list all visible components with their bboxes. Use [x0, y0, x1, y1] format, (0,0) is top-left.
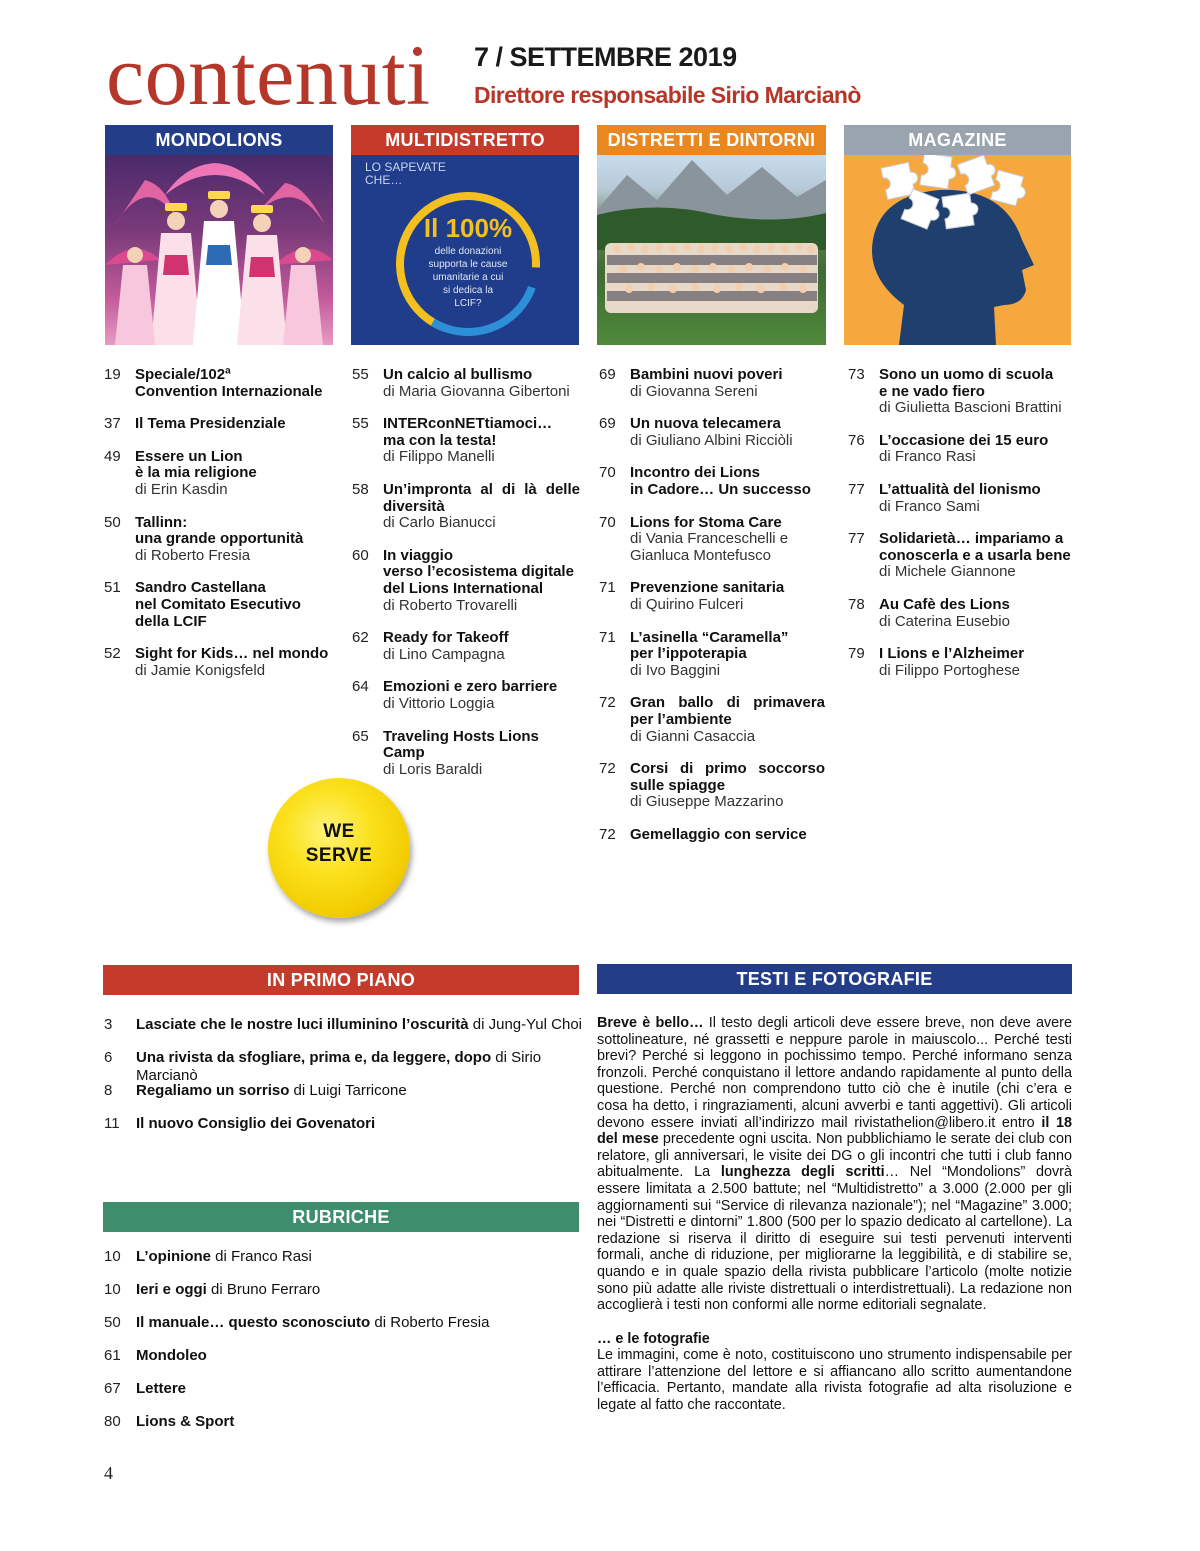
toc-title-line: INTERconNETtiamoci… — [383, 415, 553, 433]
toc-title-line: Emozioni e zero barriere — [383, 678, 558, 696]
toc-title-line: Lions for Stoma Care — [630, 513, 782, 531]
toc-page-number: 76 — [848, 431, 865, 449]
toc-page-number: 55 — [352, 366, 369, 383]
toc-page-number: 69 — [599, 415, 616, 433]
toc-page-number: 72 — [599, 760, 616, 778]
toc-page-number: 78 — [848, 595, 865, 613]
list-title: L’opinione — [136, 1248, 211, 1265]
toc-entry[interactable] — [352, 367, 580, 400]
lcif-caption-line: delle donazioni — [434, 246, 502, 257]
toc-page-number: 77 — [848, 530, 865, 548]
puzzle-head-graphic[interactable] — [844, 155, 1071, 345]
toc-entry[interactable] — [104, 367, 334, 400]
toc-entry[interactable] — [848, 646, 1074, 679]
toc-entry[interactable] — [599, 630, 825, 680]
notes-subheading: … e le fotografie — [597, 1330, 710, 1347]
toc-entry[interactable] — [848, 531, 1074, 581]
toc-entry[interactable] — [104, 646, 334, 679]
toc-title-line: Corsi di primo soccorso — [630, 760, 825, 778]
toc-page-number: 70 — [599, 513, 616, 531]
list-item[interactable] — [104, 1115, 584, 1148]
toc-author: di Gianni Casaccia — [630, 727, 756, 745]
lcif-big-number: Il 100% — [423, 213, 513, 243]
notes-bold-run: lunghezza degli scritti — [720, 1164, 885, 1181]
toc-title-line: L’asinella “Caramella” — [630, 628, 789, 646]
column-header-multidistretto[interactable]: MULTIDISTRETTO — [351, 125, 579, 155]
list-item[interactable] — [104, 1347, 584, 1380]
list-title: Lettere — [136, 1380, 187, 1397]
toc-author: di Lino Campagna — [383, 645, 505, 663]
editorial-notes — [597, 1015, 1072, 1414]
toc-entry[interactable] — [599, 761, 825, 811]
notes-paragraph-text — [597, 1015, 1072, 1314]
notes-bold-run: Breve è bello… — [597, 1015, 704, 1031]
toc-title-line: della LCIF — [135, 612, 207, 630]
list-author: di Franco Rasi — [215, 1248, 312, 1265]
toc-author: di Roberto Fresia — [135, 546, 251, 564]
toc-page-number: 72 — [599, 694, 616, 712]
badge-line: WE — [323, 821, 355, 842]
toc-page-number: 55 — [352, 415, 369, 433]
toc-entry[interactable] — [352, 482, 580, 532]
list-title: Lasciate che le nostre luci illuminino l’oscurità — [136, 1016, 469, 1033]
toc-title-line: conoscerla e a usarla bene — [879, 546, 1071, 564]
toc-entry[interactable] — [352, 548, 580, 614]
toc-title-line: Traveling Hosts Lions Camp — [383, 727, 539, 762]
column-header-magazine[interactable]: MAGAZINE — [844, 125, 1071, 155]
list-title: Regaliamo un sorriso — [136, 1082, 290, 1099]
list-item[interactable] — [104, 1314, 584, 1347]
list-page-number: 67 — [104, 1380, 121, 1397]
toc-entry[interactable] — [599, 827, 825, 844]
lcif-ring-graphic[interactable] — [351, 155, 579, 345]
toc-entry[interactable] — [599, 515, 825, 565]
toc-title-line: Speciale/102ª — [135, 366, 231, 383]
toc-author: di Michele Giannone — [879, 563, 1016, 581]
list-author: di Jung-Yul Choi — [472, 1016, 582, 1033]
list-item[interactable] — [104, 1281, 584, 1314]
list-item[interactable] — [104, 1082, 584, 1115]
toc-page-number: 62 — [352, 629, 369, 647]
column-header-mondolions[interactable]: MONDOLIONS — [105, 125, 333, 155]
toc-page-number: 60 — [352, 546, 369, 564]
toc-page-number: 65 — [352, 727, 369, 745]
toc-title-line: Un calcio al bullismo — [383, 366, 533, 383]
toc-page-number: 64 — [352, 678, 369, 696]
lcif-caption-line: supporta le cause — [428, 259, 508, 270]
toc-title-line: verso l’ecosistema digitale — [383, 563, 574, 581]
toc-title-line: Sandro Castellana — [135, 579, 266, 597]
toc-author: di Quirino Fulceri — [630, 595, 744, 613]
group-photo[interactable] — [597, 155, 826, 345]
toc-entry[interactable] — [352, 679, 580, 712]
toc-entry[interactable] — [352, 416, 580, 466]
toc-page-number: 69 — [599, 366, 616, 383]
toc-page-number: 37 — [104, 415, 121, 433]
toc-author: di Vania Franceschelli e Gianluca Montefusco — [630, 530, 789, 564]
toc-title-line: del Lions International — [383, 579, 544, 597]
toc-title-line: e ne vado fiero — [879, 382, 985, 400]
toc-title-line: Prevenzione sanitaria — [630, 579, 785, 597]
toc-author: di Roberto Trovarelli — [383, 596, 518, 614]
list-page-number: 11 — [104, 1115, 120, 1132]
toc-entry[interactable] — [848, 597, 1074, 630]
lcif-caption-line: LCIF? — [454, 298, 482, 309]
toc-title-line: per l’ambiente — [630, 710, 732, 728]
toc-entry[interactable] — [848, 433, 1074, 466]
column-header-distretti[interactable]: DISTRETTI E DINTORNI — [597, 125, 826, 155]
list-title: Ieri e oggi — [136, 1281, 207, 1298]
lcif-caption — [389, 245, 547, 310]
notes-paragraph-photos: Le immagini, come è noto, costituiscono uno strumento indispensabile per attirare l’attenzione del lettore e si affiancano allo scritto aumentandone l’efficacia. Pertanto, mandate alla rivista fotografie ad alta risoluzione e legate al fatto che raccontate. — [597, 1347, 1072, 1414]
list-page-number: 80 — [104, 1413, 121, 1430]
section-header-testi: TESTI E FOTOGRAFIE — [597, 964, 1072, 994]
toc-entry[interactable] — [104, 515, 334, 565]
toc-author: di Erin Kasdin — [135, 480, 228, 498]
toc-title-line: Tallinn: — [135, 513, 188, 531]
toc-title-line: è la mia religione — [135, 464, 257, 482]
toc-author: di Giuseppe Mazzarino — [630, 793, 784, 811]
toc-page-number: 73 — [848, 366, 865, 383]
toc-column-mondolions — [104, 367, 334, 695]
lcif-kicker — [365, 161, 446, 187]
toc-title-line: Incontro dei Lions — [630, 464, 760, 482]
list-item[interactable] — [104, 1413, 584, 1446]
list-title: Lions & Sport — [136, 1413, 235, 1430]
toc-entry[interactable] — [352, 729, 580, 779]
toc-entry[interactable] — [848, 482, 1074, 515]
toc-page-number: 49 — [104, 447, 121, 465]
toc-entry[interactable] — [104, 416, 334, 433]
toc-title-line: Gemellaggio con service — [630, 825, 807, 843]
we-serve-badge — [268, 778, 410, 918]
toc-entry[interactable] — [848, 367, 1074, 417]
notes-run: … Nel “Mondolions” dovrà essere limitata a 2.500 battute; nel “Multidistretto” a 3.000 (2.000 per gli aggiornamenti sui “Service di rilevanza nazionale”); nel “Magazine” 3.000; nei “Distretti e dintorni” 1.800 (500 per lo spazio dedicato al cartellone). La redazione si riserva il diritto di eseguire sui testi pervenuti interventi formali, anche di riduzione, per migliorarne la leggibilità, e di stabilire se, quando e in quale spazio della rivista pubblicare l’articolo (molte notizie sono più adatte alle riviste distrettuali o interdistrettuali). La redazione non accoglierà i testi non conformi alle norme editoriali segnalate. — [597, 1164, 1072, 1314]
toc-column-distretti — [599, 367, 825, 859]
toc-entry[interactable] — [104, 449, 334, 499]
notes-run: Il testo degli articoli deve essere breve, non deve avere sottolineature, né grassetti e neppure parole in maiuscolo... Perché testi brevi? Perché si leggono in pochissimo tempo. Perché informano senza fronzoli. Perché conquistano il lettore andando rapidamente al punto della questione. Perché non comprendono tutto ciò che è inutile (chi c’era e cosa ha detto, i ringraziamenti, alcuni avverbi e tanti aggettivi). Gli articoli devono essere inviati all’indirizzo mail rivistathelion@libero.it entro — [597, 1015, 1072, 1131]
toc-column-multidistretto — [352, 367, 580, 794]
toc-author: di Franco Rasi — [879, 448, 976, 466]
toc-page-number: 79 — [848, 645, 865, 663]
list-author: di Bruno Ferraro — [211, 1281, 321, 1298]
toc-title-line: Convention Internazionale — [135, 382, 323, 400]
list-author: di Roberto Fresia — [374, 1314, 490, 1331]
list-item[interactable] — [104, 1049, 584, 1082]
toc-author: di Maria Giovanna Gibertoni — [383, 382, 570, 400]
lcif-caption-line: si dedica la — [442, 285, 494, 296]
toc-entry[interactable] — [599, 367, 825, 400]
toc-page-number: 72 — [599, 825, 616, 843]
toc-title-line: Solidarietà… impariamo a — [879, 530, 1064, 548]
toc-title-line: una grande opportunità — [135, 530, 304, 548]
toc-title-line: sulle spiagge — [630, 776, 726, 794]
list-page-number: 10 — [104, 1281, 121, 1298]
head-silhouette-icon — [844, 155, 1071, 345]
dancers-photo[interactable] — [105, 155, 333, 345]
list-author: di Luigi Tarricone — [293, 1082, 407, 1099]
issue-label: 7 / SETTEMBRE 2019 — [474, 42, 737, 72]
toc-title-line: Un’impronta al di là delle — [383, 480, 580, 498]
page-number: 4 — [104, 1463, 113, 1483]
toc-title-line: per l’ippoterapia — [630, 645, 747, 663]
list-page-number: 8 — [104, 1082, 113, 1099]
toc-page-number: 70 — [599, 464, 616, 482]
toc-title-line: Au Cafè des Lions — [879, 595, 1010, 613]
toc-title-line: Il Tema Presidenziale — [135, 415, 286, 433]
toc-title-line: in Cadore… Un successo — [630, 480, 811, 498]
toc-title-line: diversità — [383, 497, 445, 515]
toc-author: di Ivo Baggini — [630, 661, 721, 679]
toc-page-number: 50 — [104, 513, 121, 531]
section-header-rubriche: RUBRICHE — [103, 1202, 579, 1232]
toc-title-line: Bambini nuovi poveri — [630, 366, 783, 383]
toc-author: di Carlo Bianucci — [383, 514, 496, 532]
toc-title-line: nel Comitato Esecutivo — [135, 595, 301, 613]
rubriche-list — [104, 1248, 584, 1446]
section-header-primo-piano: IN PRIMO PIANO — [103, 965, 579, 995]
toc-entry[interactable] — [599, 695, 825, 745]
toc-title-line: In viaggio — [383, 546, 454, 564]
list-item[interactable] — [104, 1016, 584, 1049]
lcif-kicker-line: CHE… — [365, 173, 403, 187]
badge-line: SERVE — [305, 845, 373, 866]
toc-author: di Giulietta Bascioni Brattini — [879, 399, 1062, 417]
toc-page-number: 77 — [848, 480, 865, 498]
toc-title-line: Sight for Kids… nel mondo — [135, 645, 329, 663]
toc-author: di Giuliano Albini Ricciòli — [630, 431, 793, 449]
notes-bold-run: il 18 del mese — [597, 1114, 1072, 1148]
list-item[interactable] — [104, 1248, 584, 1281]
toc-title-line: L’attualità del lionismo — [879, 480, 1041, 498]
toc-author: di Jamie Konigsfeld — [135, 661, 266, 679]
toc-title-line: L’occasione dei 15 euro — [879, 431, 1049, 449]
toc-author: di Caterina Eusebio — [879, 612, 1010, 630]
toc-page-number: 19 — [104, 366, 121, 383]
list-page-number: 61 — [104, 1347, 121, 1364]
toc-author: di Loris Baraldi — [383, 760, 483, 778]
toc-entry[interactable] — [352, 630, 580, 663]
list-page-number: 3 — [104, 1016, 113, 1033]
masthead-title: contenuti — [106, 27, 431, 123]
list-page-number: 50 — [104, 1314, 121, 1331]
toc-title-line: Essere un Lion — [135, 447, 243, 465]
list-title: Mondoleo — [136, 1347, 207, 1364]
list-author: di Sirio Marcianò — [136, 1049, 542, 1084]
primo-piano-list — [104, 1016, 584, 1148]
toc-author: di Franco Sami — [879, 497, 980, 515]
toc-author: di Filippo Portoghese — [879, 661, 1020, 679]
lcif-kicker-line: LO SAPEVATE — [365, 160, 446, 174]
list-title: Una rivista da sfogliare, prima e, da leggere, dopo — [136, 1049, 492, 1066]
toc-entry[interactable] — [104, 580, 334, 630]
toc-title-line: Sono un uomo di scuola — [879, 366, 1054, 383]
toc-entry[interactable] — [599, 580, 825, 613]
toc-author: di Giovanna Sereni — [630, 382, 758, 400]
list-title: Il nuovo Consiglio dei Govenatori — [136, 1115, 376, 1132]
list-title: Il manuale… questo sconosciuto — [136, 1314, 371, 1331]
notes-run: precedente ogni uscita. Non pubblichiamo le serate dei club con relatore, gli anniversari, le visite dei DG o gli incontri che tutti i club fanno abitualmente. La — [597, 1131, 1072, 1181]
toc-page-number: 71 — [599, 628, 616, 646]
list-page-number: 10 — [104, 1248, 121, 1265]
toc-author: di Filippo Manelli — [383, 448, 495, 466]
toc-entry[interactable] — [599, 416, 825, 449]
toc-author: di Vittorio Loggia — [383, 694, 495, 712]
list-page-number: 6 — [104, 1049, 113, 1066]
toc-title-line: Un nuova telecamera — [630, 415, 781, 433]
toc-title-line: Gran ballo di primavera — [630, 694, 825, 712]
toc-title-line: ma con la testa! — [383, 431, 497, 449]
toc-title-line: Ready for Takeoff — [383, 629, 509, 647]
toc-page-number: 51 — [104, 579, 121, 597]
lcif-caption-line: umanitarie a cui — [432, 272, 504, 283]
toc-page-number: 58 — [352, 480, 369, 498]
toc-page-number: 52 — [104, 645, 121, 663]
toc-entry[interactable] — [599, 465, 825, 498]
dancers-illustration — [105, 155, 333, 345]
group-illustration — [597, 155, 826, 345]
list-item[interactable] — [104, 1380, 584, 1413]
toc-column-magazine — [848, 367, 1074, 695]
toc-title-line: I Lions e l’Alzheimer — [879, 645, 1025, 663]
toc-page-number: 71 — [599, 579, 616, 597]
director-label: Direttore responsabile Sirio Marcianò — [474, 82, 861, 108]
